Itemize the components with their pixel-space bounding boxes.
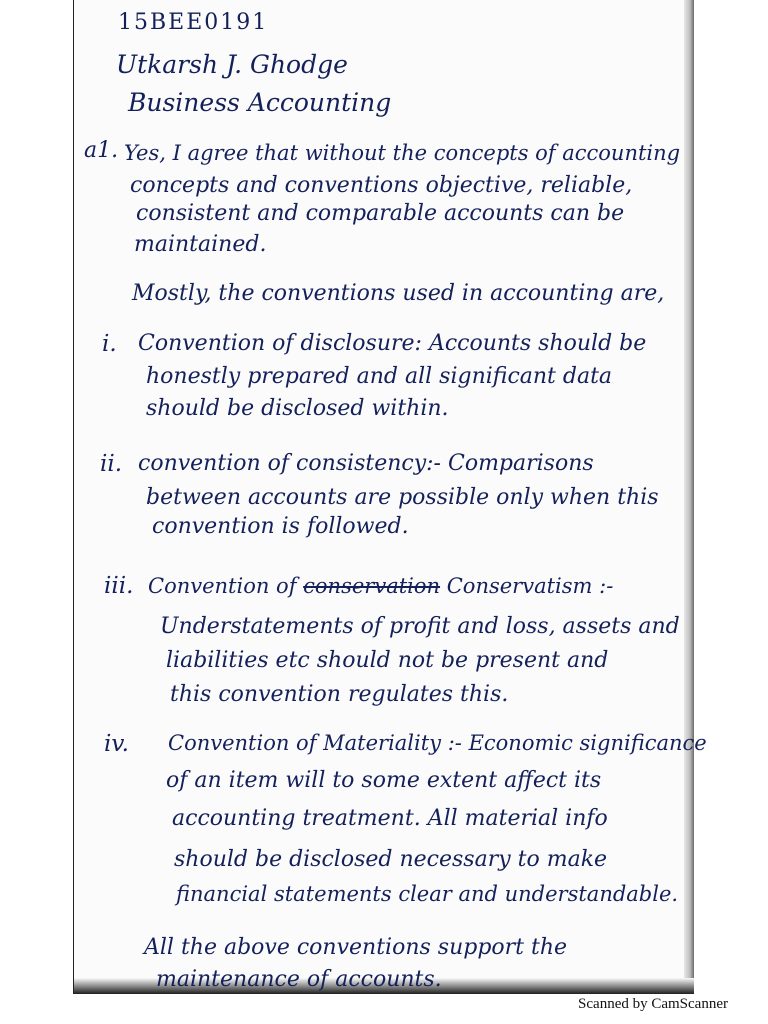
conclusion-line: All the above conventions support the — [144, 935, 568, 960]
item-line: convention is followed. — [152, 514, 409, 539]
item-number: ii. — [100, 451, 123, 477]
conventions-intro: Mostly, the conventions used in accounting are, — [132, 281, 665, 306]
item-title — [148, 576, 613, 597]
item-line: should be disclosed necessary to make — [174, 847, 608, 872]
item-title-post: Conservatism :- — [446, 574, 614, 598]
answer-line: maintained. — [134, 232, 267, 257]
item-line: financial statements clear and understandable. — [176, 882, 679, 906]
item-number: i. — [102, 331, 117, 357]
item-number: iv. — [104, 731, 129, 757]
item-line: convention of consistency:- Comparisons — [138, 451, 594, 476]
conclusion-line: maintenance of accounts. — [156, 967, 442, 992]
item-line: this convention regulates this. — [170, 682, 509, 707]
page-binding — [684, 0, 694, 994]
item-line: honestly prepared and all significant data — [146, 364, 613, 389]
answer-line: consistent and comparable accounts can be — [136, 201, 625, 226]
item-title-pre: Convention of — [148, 574, 297, 598]
item-line: Understatements of profit and loss, assets and — [160, 614, 680, 639]
subject-title: Business Accounting — [128, 88, 392, 117]
item-line: of an item will to some extent affect its — [166, 768, 602, 793]
scanner-watermark: Scanned by CamScanner — [578, 996, 728, 1012]
student-name: Utkarsh J. Ghodge — [116, 50, 348, 79]
answer-number: a1. — [84, 138, 119, 163]
item-line: liabilities etc should not be present and — [166, 648, 609, 673]
item-line: Convention of Materiality :- Economic significance — [168, 731, 707, 755]
item-line: should be disclosed within. — [146, 396, 449, 421]
struck-word: conservation — [303, 574, 441, 598]
answer-line: Yes, I agree that without the concepts of accounting — [124, 141, 681, 165]
item-line: between accounts are possible only when this — [146, 485, 659, 510]
item-number: iii. — [104, 573, 134, 599]
answer-line: concepts and conventions objective, reliable, — [130, 173, 633, 198]
item-line: accounting treatment. All material info — [172, 806, 608, 831]
student-id: 15BEE0191 — [118, 10, 269, 35]
item-line: Convention of disclosure: Accounts should be — [138, 331, 647, 356]
